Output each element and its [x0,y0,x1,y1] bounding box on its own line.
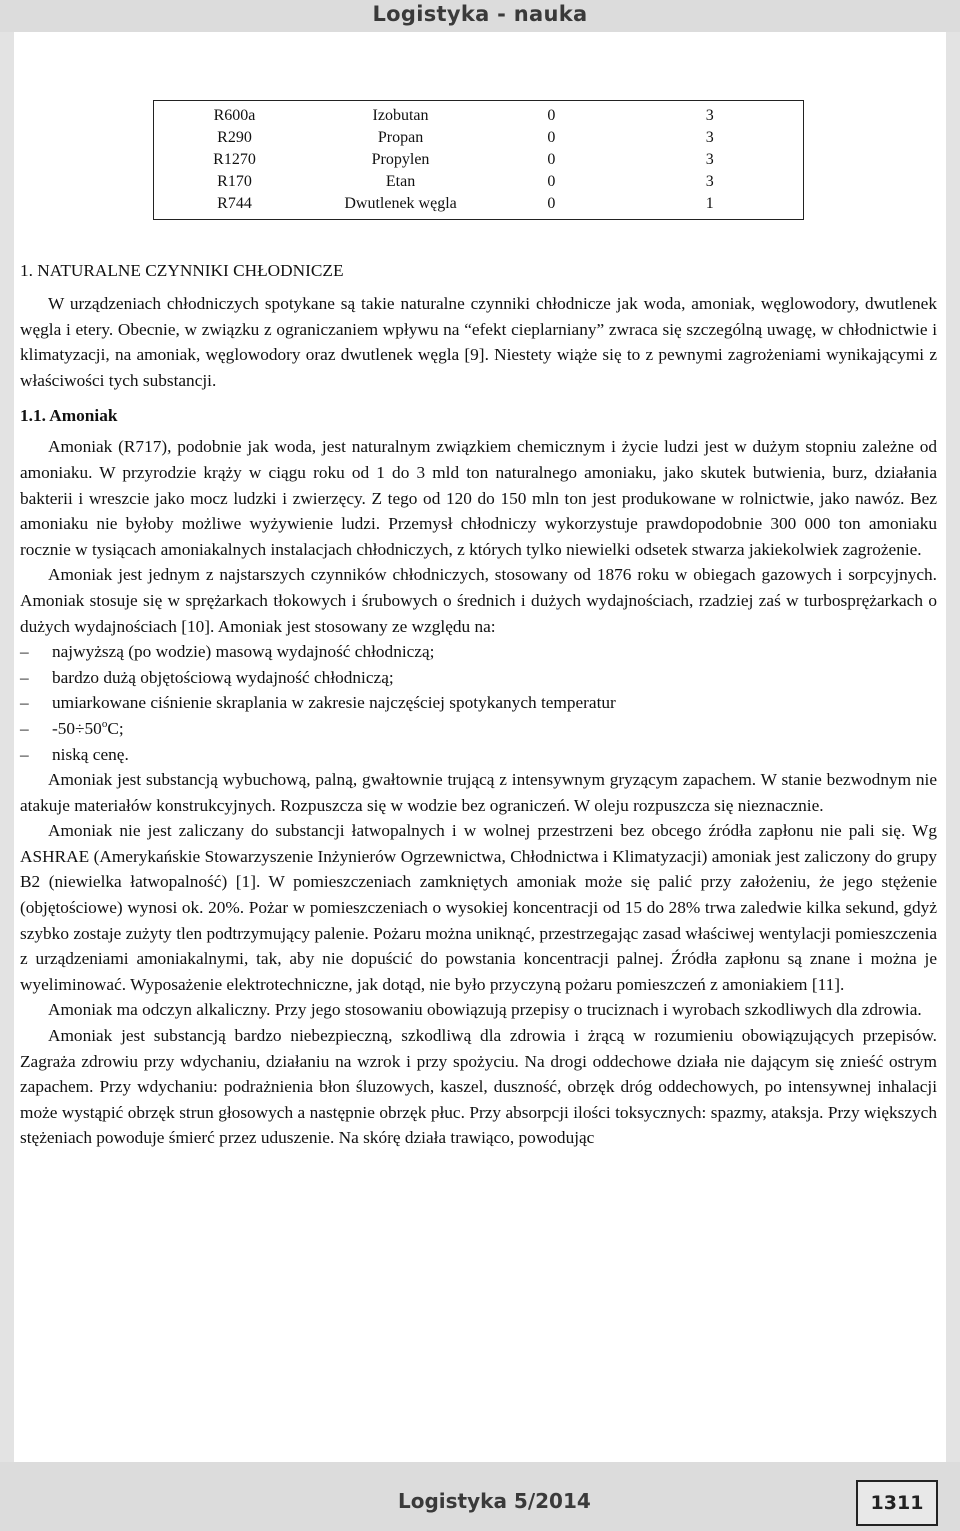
left-margin-bar [0,32,14,1462]
table-cell: Dwutlenek węgla [315,192,486,220]
dash-bullet: – [20,693,29,713]
table-cell: R600a [154,101,315,127]
refrigerant-table-body [154,101,804,220]
table-cell: 0 [547,129,556,146]
table-row [154,148,804,170]
paragraph: Amoniak jest jednym z najstarszych czynników chłodniczych, stosowany od 1876 roku w obiegach gazowych i sorpcyjnych. Amoniak stosuje się w sprężarkach tłokowych i śrubowych o średnich i dużych wydajnościach, rzadziej zaś w turbosprężarkach o dużych wydajnościach [10]. Amoniak jest stosowany ze względu na: [20,565,937,636]
table-cell: 0 [547,151,556,168]
list-item: – niską cenę. [20,742,937,768]
table-cell: R290 [154,126,315,148]
refrigerant-table [153,100,804,220]
table-cell: 1 [617,192,804,220]
table-cell: Izobutan [315,101,486,127]
subsection-heading-ammonia: 1.1. Amoniak [20,406,118,426]
right-margin-bar [946,32,960,1462]
dash-bullet: – [20,667,29,687]
table-cell: Etan [385,173,416,190]
dash-bullet: – [20,642,29,662]
paragraph: Amoniak (R717), podobnie jak woda, jest naturalnym związkiem chemicznym i życie ludzi jest w dużym stopniu zależne od amoniaku. W przyrodzie krąży w ciągu roku od 1 do 3 mld ton naturalnego amoniaku, jako skutek butwienia, burz, działania bakterii i wreszcie jako mocz ludzki i zwierzęcy. Z tego od 120 do 150 mln ton jest produkowane w rolnictwie, jako nawóz. Bez amoniaku nie byłoby możliwe wyżywienie ludzi. Przemysł chłodniczy wykorzystuje prawdopodobnie 300 000 ton amoniaku rocznie w tysiącach amoniakalnych instalacjach chłodniczych, z których tylko niewielki odsetek stwarza jakiekolwiek zagrożenie. [20,437,937,559]
table-cell: R170 [154,170,315,192]
paragraph: Amoniak nie jest zaliczany do substancji łatwopalnych i w wolnej przestrzeni bez obcego źródła zapłonu nie pali się. Wg ASHRAE (Amerykańskie Stowarzyszenie Inżynierów Ogrzewnictwa, Chłodnictwa i Klimatyzacji) amoniak jest zaliczony do grupy B2 (niewielka łatwopalność) [1]. W pomieszczeniach zamkniętych amoniak może się palić przy założeniu, że jego stężenie (objętościowe) wynosi ok. 20%. Pożar w pomieszczeniach o wysokiej koncentracji od 15 do 28% trwa zaledwie kilka sekund, gdyż szybko zostaje zużyty tlen podtrzymujący palenie. Pożaru można uniknąć, przestrzegając zasad właściwej wentylacji pomieszczenia z urządzeniami amoniakalnymi, tak, aby nie dopuścić do powstania koncentracji palnej. Źródła zapłonu są znane i można je wyeliminować. Wyposażenie elektrotechniczne, jak dotąd, nie było przyczyną pożaru pomieszczeń z amoniakiem [11]. [20,821,937,994]
list-item: – najwyższą (po wodzie) masową wydajność chłodniczą; [20,639,937,665]
table-cell: 0 [486,101,616,127]
journal-issue: Logistyka 5/2014 [398,1489,591,1513]
table-cell: 0 [547,173,556,190]
list-item: – umiarkowane ciśnienie skraplania w zakresie najczęściej spotykanych temperatur [20,690,937,716]
table-cell: 0 [486,192,616,220]
section-heading-natural-refrigerants: 1. NATURALNE CZYNNIKI CHŁODNICZE [20,261,344,280]
temperature-range: $-50\div 50^oC$; [52,718,124,738]
page-number: 1311 [856,1480,938,1526]
journal-section-title: Logistyka - nauka [372,2,588,26]
table-cell: R1270 [154,148,315,170]
table-row [154,126,804,148]
paragraph: Amoniak ma odczyn alkaliczny. Przy jego stosowaniu obowiązują przepisy o truciznach i wyrobach szkodliwych dla zdrowia. [48,1000,922,1020]
table-cell: 3 [617,170,804,192]
paragraph: W urządzeniach chłodniczych spotykane są takie naturalne czynniki chłodnicze jak woda, amoniak, węglowodory, dwutlenek węgla i etery. Obecnie, w związku z ograniczaniem wpływu na “efekt cieplarniany” zwraca się szczególną uwagę, w chłodnictwie i klimatyzacji, na amoniak, węglowodory oraz dwutlenek węgla [9]. Niestety wiąże się to z pewnymi zagrożeniami wynikającymi z właściwości tych substancji. [20,294,937,390]
list-item [20,716,937,742]
list-item: – bardzo dużą objętościową wydajność chłodniczą; [20,665,937,691]
ammonia-advantages-list [20,639,937,767]
article-body [20,100,937,1151]
table-cell: Propan [377,129,424,146]
table-row [154,192,804,220]
table-cell: 3 [617,126,804,148]
dash-bullet: – [20,718,29,738]
paragraph: Amoniak jest substancją bardzo niebezpieczną, szkodliwą dla zdrowia i żrącą w rozumieniu obowiązujących przepisów. Zagraża zdrowiu przy wdychaniu, działaniu na wzrok i przy spożyciu. Na drogi oddechowe działa nie dającym się znieść ostrym zapachem. Przy wdychaniu: podrażnienia błon śluzowych, kaszel, duszność, obrzęk dróg oddechowych, po intensywnej inhalacji może wystąpić obrzęk strun głosowych a następnie obrzęk płuc. Przy absorpcji ilości toksycznych: spazmy, ataksja. Przy większych stężeniach powoduje śmierć przez uduszenie. Na skórę działa trawiąco, powodując [20,1026,937,1148]
dash-bullet: – [20,744,29,764]
table-row [154,101,804,127]
table-cell: 3 [617,148,804,170]
table-cell: R744 [154,192,315,220]
table-cell: 3 [617,101,804,127]
paragraph: Amoniak jest substancją wybuchową, palną, gwałtownie trującą z intensywnym gryzącym zapachem. W stanie bezwodnym nie atakuje materiałów konstrukcyjnych. Rozpuszcza się w wodzie bez ograniczeń. W oleju rozpuszcza się nieznacznie. [20,770,937,815]
table-row [154,170,804,192]
table-cell: Propylen [371,151,430,168]
